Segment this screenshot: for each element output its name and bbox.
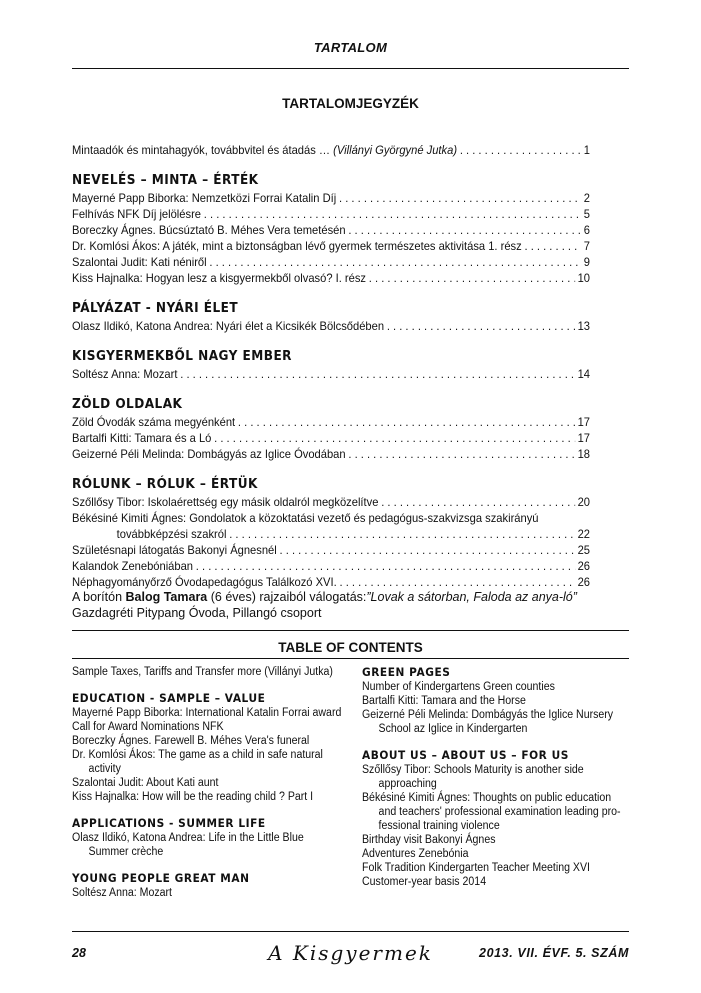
entry-text: Kalandok Zenebóniában (72, 559, 194, 573)
entry-text: Szalontai Judit: Kati néniről (72, 255, 207, 269)
leader-dots (348, 446, 574, 462)
entry-page: 14 (577, 367, 591, 381)
entry-text: Békésiné Kimiti Ágnes: Gondolatok a közoktatási vezető és pedagógus-szakvizsga szakirányú (72, 511, 539, 525)
toc-entry[interactable]: School az Iglice in Kindergarten (378, 723, 528, 735)
toc-entry[interactable]: Boreczky Ágnes. Farewell B. Méhes Vera's funeral (72, 735, 310, 747)
toc-entry[interactable] (72, 574, 590, 590)
toc-entry[interactable]: Mayerné Papp Biborka: International Katalin Forrai award (72, 707, 342, 719)
leader-dots (196, 558, 575, 574)
leader-dots (460, 142, 581, 158)
toc-entry[interactable] (72, 558, 590, 574)
toc-entry[interactable] (72, 430, 590, 446)
toc-title-hu: TARTALOMJEGYZÉK (282, 96, 419, 111)
toc-entry[interactable]: Kiss Hajnalka: How will be the reading child ? Part I (72, 791, 314, 803)
entry-page: 26 (577, 575, 591, 589)
entry-page: 9 (583, 255, 591, 269)
entry-page: 20 (577, 495, 591, 509)
toc-entry[interactable] (72, 238, 590, 254)
section-heading: ZÖLD OLDALAK (72, 397, 183, 412)
section-heading: ABOUT US – ABOUT US – FOR US (362, 748, 569, 762)
toc-entry[interactable]: Geizerné Péli Melinda: Dombágyás the Iglice Nursery (362, 709, 614, 721)
toc-entry[interactable] (72, 526, 590, 542)
leader-dots (209, 254, 581, 270)
toc-entry[interactable]: Dr. Komlósi Ákos: The game as a child in safe natural (72, 749, 323, 761)
cover-note (72, 589, 629, 621)
entry-text: Geizerné Péli Melinda: Dombágyás az Iglice Óvodában (72, 447, 346, 461)
toc-entry[interactable]: Békésiné Kimiti Ágnes: Thoughts on public education (362, 792, 612, 804)
leader-dots (340, 574, 575, 590)
section-heading: GREEN PAGES (362, 665, 451, 679)
leader-dots (229, 526, 575, 542)
entry-page: 17 (577, 431, 591, 445)
toc-entry[interactable]: approaching (378, 778, 437, 790)
toc-intro-entry[interactable] (72, 142, 590, 158)
section-heading: RÓLUNK – RÓLUK – ÉRTÜK (72, 477, 258, 492)
entry-page: 18 (577, 447, 591, 461)
entry-page: 25 (577, 543, 591, 557)
toc-entry[interactable] (72, 510, 590, 526)
section-heading: NEVELÉS – MINTA – ÉRTÉK (72, 173, 259, 188)
running-header: TARTALOM (313, 40, 388, 55)
toc-entry[interactable]: Call for Award Nominations NFK (72, 721, 224, 733)
page-number: 28 (72, 946, 86, 960)
toc-entry[interactable]: activity (88, 763, 121, 775)
entry-page: 17 (577, 415, 591, 429)
toc-entry[interactable]: and teachers' professional examination leading pro- (378, 806, 621, 818)
toc-entry[interactable] (72, 366, 590, 382)
toc-entry[interactable]: Szőllősy Tibor: Schools Maturity is another side (362, 764, 584, 776)
toc-hu (72, 142, 590, 590)
toc-entry[interactable]: Birthday visit Bakonyi Ágnes (362, 834, 496, 846)
toc-en-right (362, 665, 629, 889)
toc-entry[interactable]: Number of Kindergartens Green counties (362, 681, 555, 693)
toc-entry[interactable] (72, 270, 590, 286)
toc-entry[interactable] (72, 446, 590, 462)
toc-entry[interactable]: Customer-year basis 2014 (362, 876, 487, 888)
header-rule (72, 68, 629, 69)
toc-entry[interactable] (72, 222, 590, 238)
magazine-name: A Kisgyermek (268, 941, 433, 965)
toc-entry[interactable] (72, 414, 590, 430)
leader-dots (238, 414, 575, 430)
toc-entry[interactable]: Summer crèche (88, 846, 164, 858)
leader-dots (524, 238, 581, 254)
section-heading: APPLICATIONS - SUMMER LIFE (72, 816, 266, 830)
toc-entry[interactable]: Soltész Anna: Mozart (72, 887, 172, 899)
leader-dots (280, 542, 575, 558)
entry-page: 6 (583, 223, 591, 237)
entry-text: Dr. Komlósi Ákos: A játék, mint a biztonságban lévő gyermek természetes aktivitása 1. rész (72, 239, 522, 253)
entry-page: 26 (577, 559, 591, 573)
leader-dots (369, 270, 575, 286)
toc-entry[interactable] (72, 318, 590, 334)
section-heading: PÁLYÁZAT - NYÁRI ÉLET (72, 301, 239, 316)
toc-title-en: TABLE OF CONTENTS (278, 640, 423, 655)
section-heading: KISGYERMEKBŐL NAGY EMBER (72, 349, 292, 364)
section-heading: EDUCATION - SAMPLE – VALUE (72, 691, 266, 705)
toc-entry[interactable] (72, 494, 590, 510)
leader-dots (348, 222, 581, 238)
entry-text: Felhívás NFK Díj jelölésre (72, 207, 202, 221)
entry-page: 10 (577, 271, 591, 285)
title-rule (72, 658, 629, 659)
toc-entry[interactable]: Bartalfi Kitti: Tamara and the Horse (362, 695, 526, 707)
toc-entry[interactable] (72, 206, 590, 222)
entry-page: 1 (583, 143, 591, 157)
entry-page: 13 (577, 319, 591, 333)
entry-text: Születésnapi látogatás Bakonyi Ágnesnél (72, 543, 277, 557)
entry-text: Bartalfi Kitti: Tamara és a Ló (72, 431, 212, 445)
entry-text: Szőllősy Tibor: Iskolaérettség egy másik oldalról megközelítve (72, 495, 379, 509)
entry-text: Kiss Hajnalka: Hogyan lesz a kisgyermekből olvasó? I. rész (72, 271, 367, 285)
leader-dots (204, 206, 581, 222)
entry-text: továbbképzési szakról (116, 527, 227, 541)
leader-dots (339, 190, 581, 206)
toc-entry[interactable]: Olasz Ildikó, Katona Andrea: Life in the Little Blue (72, 832, 304, 844)
entry-text: Olasz Ildikó, Katona Andrea: Nyári élet a Kicsikék Bölcsődében (72, 319, 385, 333)
leader-dots (180, 366, 575, 382)
entry-page: 5 (583, 207, 591, 221)
toc-entry[interactable]: Szalontai Judit: About Kati aunt (72, 777, 219, 789)
entry-text: Zöld Óvodák száma megyénként (72, 415, 236, 429)
entry-text: Mintaadók és mintahagyók, továbbvitel és átadás … (Villányi Györgyné Jutka) (72, 143, 458, 157)
cover-line-2: Gazdagréti Pitypang Óvoda, Pillangó csoport (72, 606, 322, 620)
toc-entry[interactable] (72, 190, 590, 206)
entry-page: 2 (583, 191, 591, 205)
section-rule (72, 630, 629, 631)
issue-info: 2013. VII. ÉVF. 5. SZÁM (479, 946, 629, 960)
toc-en-left (72, 665, 342, 900)
section-heading: YOUNG PEOPLE GREAT MAN (72, 871, 250, 885)
toc-entry[interactable]: Adventures Zenebónia (362, 848, 469, 860)
entry-page: 22 (577, 527, 591, 541)
footer-rule (72, 931, 629, 932)
toc-entry[interactable] (72, 254, 590, 270)
leader-dots (387, 318, 575, 334)
leader-dots (381, 494, 575, 510)
entry-text: Mayerné Papp Biborka: Nemzetközi Forrai Katalin Díj (72, 191, 337, 205)
en-intro[interactable]: Sample Taxes, Tariffs and Transfer more (Villányi Jutka) (72, 666, 333, 678)
entry-text: Soltész Anna: Mozart (72, 367, 178, 381)
toc-entry[interactable]: fessional training violence (378, 820, 500, 832)
toc-sections-hu (72, 158, 590, 590)
entry-text: Néphagyományőrző Óvodapedagógus Találkozó XVI. (72, 575, 337, 589)
toc-entry[interactable] (72, 542, 590, 558)
entry-page: 7 (583, 239, 591, 253)
leader-dots (214, 430, 575, 446)
toc-entry[interactable]: Folk Tradition Kindergarten Teacher Meeting XVI (362, 862, 590, 874)
entry-text: Boreczky Ágnes. Búcsúztató B. Méhes Vera temetésén (72, 223, 346, 237)
cover-line-1: A borítón Balog Tamara (6 éves) rajzaiból válogatás:”Lovak a sátorban, Faloda az anya-ló” (72, 590, 577, 604)
